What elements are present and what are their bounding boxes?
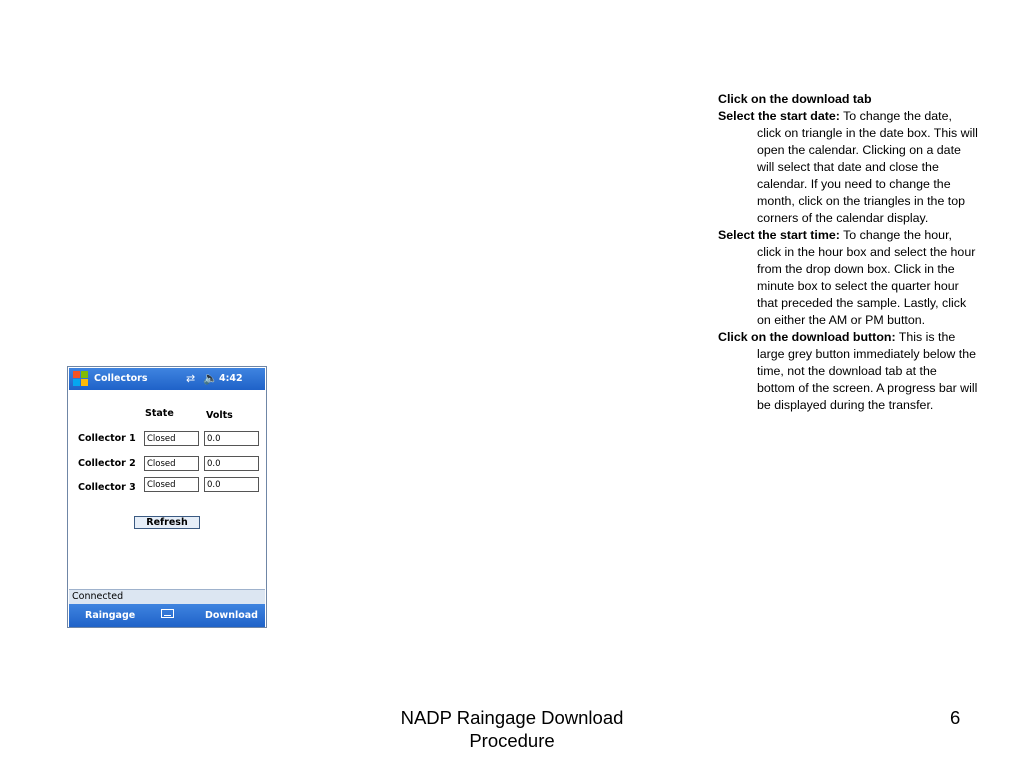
raingage-menu[interactable]: Raingage [85,610,136,621]
connectivity-arrows-icon[interactable]: ⇄ [186,372,196,385]
volts-header: Volts [206,410,233,421]
collector-2-state-field[interactable]: Closed [144,456,199,471]
collector-1-state-field[interactable]: Closed [144,431,199,446]
instruction-step [718,227,978,329]
instructions-text [718,91,978,414]
step-heading: Click on the download tab [718,92,872,106]
collector-1-label: Collector 1 [78,433,136,444]
instruction-step [718,91,978,108]
keyboard-icon[interactable] [161,609,174,618]
speaker-icon[interactable]: 🔈 [203,371,218,385]
title-bar [69,368,265,390]
collector-3-label: Collector 3 [78,482,136,493]
refresh-button[interactable]: Refresh [134,516,200,529]
download-menu[interactable]: Download [205,610,258,621]
collector-2-label: Collector 2 [78,458,136,469]
collector-3-volts-field[interactable]: 0.0 [204,477,259,492]
step-heading: Click on the download button: [718,330,896,344]
page-number: 6 [950,707,961,728]
state-header: State [145,408,174,419]
collector-3-state-field[interactable]: Closed [144,477,199,492]
step-text: This is the large grey button immediately below the time, not the download tab at the bottom of the screen. A progress bar will be displayed during the transfer. [757,330,978,412]
window-title: Collectors [94,373,148,384]
step-heading: Select the start time: [718,228,840,242]
collector-2-volts-field[interactable]: 0.0 [204,456,259,471]
step-heading: Select the start date: [718,109,840,123]
collector-1-volts-field[interactable]: 0.0 [204,431,259,446]
pocketpc-screen [67,366,267,628]
step-text: To change the hour, click in the hour box and select the hour from the drop down box. Click in the minute box to select the quarter hour that preceded the sample. Lastly, click on either the AM or PM button. [757,228,976,327]
instruction-step [718,329,978,414]
instruction-step [718,108,978,227]
step-text: To change the date, click on triangle in the date box. This will open the calendar. Clicking on a date will select that date and close the calendar. If you need to change the month, click on the triangles in the top corners of the calendar display. [757,109,978,225]
connection-status: Connected [69,589,265,604]
footer-title: NADP Raingage Download Procedure [400,707,624,751]
windows-logo-icon[interactable] [73,371,89,387]
clock[interactable]: 4:42 [219,373,243,384]
menu-bar [69,604,265,627]
